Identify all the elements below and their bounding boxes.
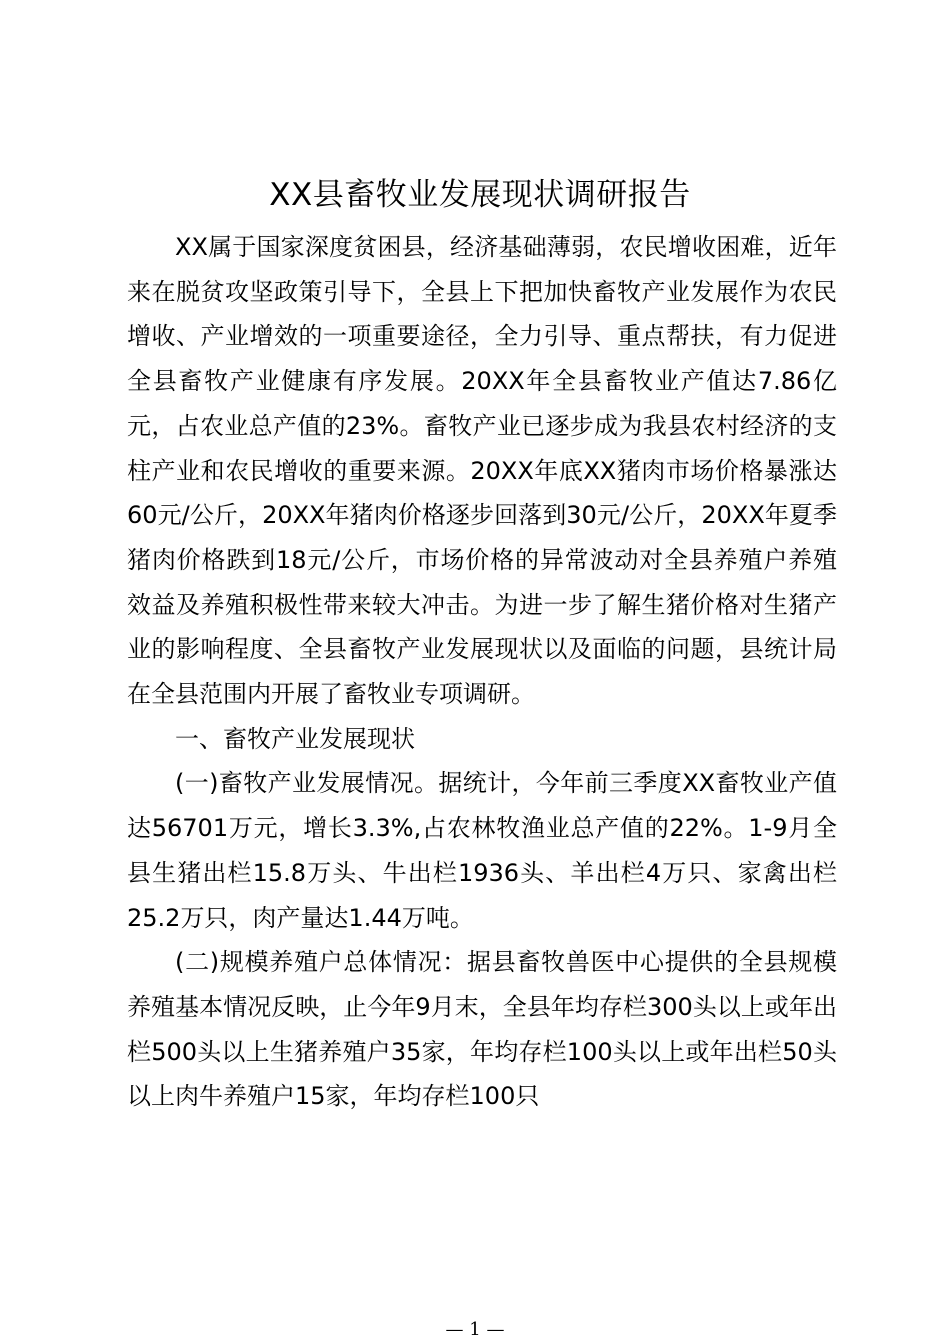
section-heading: 一、畜牧产业发展现状 bbox=[175, 724, 415, 753]
document-title: XX县畜牧业发展现状调研报告 bbox=[269, 177, 691, 213]
subsection-paragraph-2: (二)规模养殖户总体情况：据县畜牧兽医中心提供的全县规模养殖基本情况反映，止今年9月末，全县年均存栏300头以上或年出栏500头以上生猪养殖户35家，年均存栏100头以上或年出栏50头以上肉牛养殖户15家，年均存栏100只 bbox=[127, 948, 837, 1111]
document-body bbox=[127, 225, 837, 1119]
intro-paragraph: XX属于国家深度贫困县，经济基础薄弱，农民增收困难，近年来在脱贫攻坚政策引导下，全县上下把加快畜牧产业发展作为农民增收、产业增效的一项重要途径，全力引导、重点帮扶，有力促进全县畜牧产业健康有序发展。20XX年全县畜牧业产值达7.86亿元，占农业总产值的23%。畜牧产业已逐步成为我县农村经济的支柱产业和农民增收的重要来源。20XX年底XX猪肉市场价格暴涨达60元/公斤，20XX年猪肉价格逐步回落到30元/公斤，20XX年夏季猪肉价格跌到18元/公斤，市场价格的异常波动对全县养殖户养殖效益及养殖积极性带来较大冲击。为进一步了解生猪价格对生猪产业的影响程度、全县畜牧产业发展现状以及面临的问题，县统计局在全县范围内开展了畜牧业专项调研。 bbox=[127, 233, 837, 709]
subsection-paragraph-1: (一)畜牧产业发展情况。据统计，今年前三季度XX畜牧业产值达56701万元，增长3.3%,占农林牧渔业总产值的22%。1-9月全县生猪出栏15.8万头、牛出栏1936头、羊出栏4万只、家禽出栏25.2万只，肉产量达1.44万吨。 bbox=[127, 769, 837, 932]
page-number: — 1 — bbox=[445, 1319, 505, 1340]
